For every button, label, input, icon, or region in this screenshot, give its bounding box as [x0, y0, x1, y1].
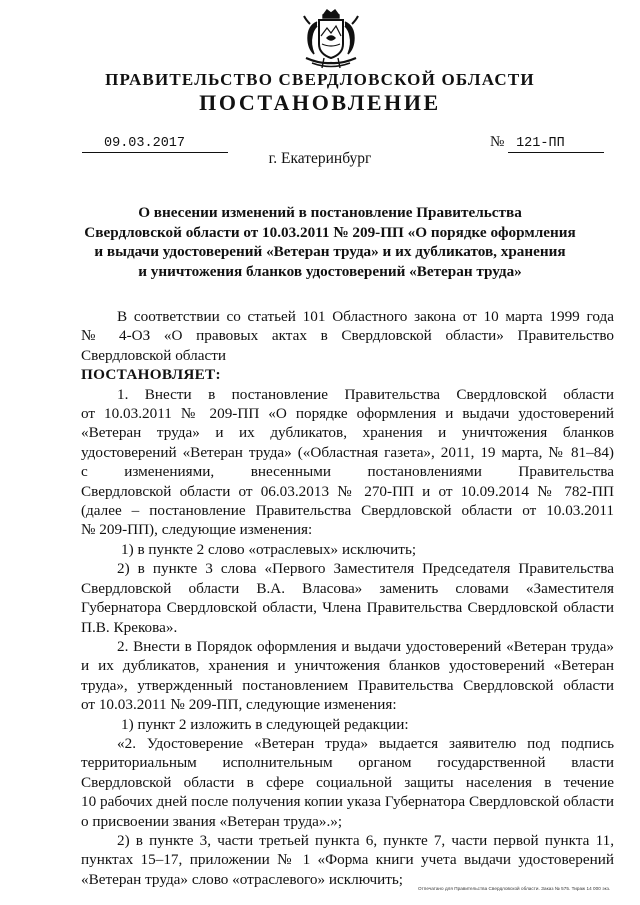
body-line: «Ветеран труда» слово «отраслевого» исключить;: [81, 870, 404, 888]
body-line: Свердловской области в сфере социальной защиты населения в течение: [81, 773, 614, 791]
body-line: В соответствии со статьей 101 Областного закона от 10 марта 1999 года: [117, 308, 614, 325]
body-line: с изменениями, внесенными постановлениями Правительства: [81, 463, 614, 481]
document-title: [70, 203, 590, 281]
body-line: Свердловской области В.А. Власова» заменить словами «Заместителя: [81, 579, 614, 597]
body-line: П.В. Крекова».: [81, 618, 178, 636]
coat-of-arms-icon: [300, 8, 362, 74]
body-line: 1. Внести в постановление Правительства Свердловской области: [117, 385, 614, 403]
body-line: территориальным исполнительным органом государственной власти: [81, 754, 614, 772]
title-line: О внесении изменений в постановление Правительства: [138, 204, 522, 221]
title-line: и уничтожения бланков удостоверений «Ветеран труда»: [138, 262, 522, 280]
body-line: о присвоении звания «Ветеран труда».»;: [81, 812, 343, 830]
document-number: 121-ПП: [508, 135, 604, 153]
body-line: (далее – постановление Правительства Свердловской области от 10.03.2011: [81, 502, 614, 520]
body-line: удостоверений «Ветеран труда» («Областная газета», 2011, 19 марта, № 81–84): [81, 443, 614, 461]
body-line: 1) в пункте 2 слово «отраслевых» исключить;: [121, 540, 417, 558]
body-line: от 10.03.2011 № 209-ПП, следующие изменения:: [81, 696, 397, 714]
number-prefix: №: [490, 134, 505, 150]
document-date: 09.03.2017: [82, 135, 228, 153]
resolves-heading: ПОСТАНОВЛЯЕТ:: [81, 366, 221, 384]
body-line: № 4-ОЗ «О правовых актах в Свердловской области» Правительство: [81, 327, 614, 345]
body-line: № 209-ПП), следующие изменения:: [81, 521, 313, 539]
body-line: «Ветеран труда» и их дубликатов, хранения и уничтожения бланков: [81, 424, 614, 442]
document-type: ПОСТАНОВЛЕНИЕ: [199, 90, 441, 115]
body-line: Губернатора Свердловской области, Члена Правительства Свердловской области: [81, 599, 614, 617]
body-line: 2) в пункте 3 слова «Первого Заместителя Председателя Правительства: [117, 560, 614, 578]
body-line: Свердловской области от 06.03.2013 № 270-ПП и от 10.09.2014 № 782-ПП: [81, 482, 614, 500]
body-line: от 10.03.2011 № 209-ПП «О порядке оформления и выдачи удостоверений: [81, 405, 614, 423]
city-name: г. Екатеринбург: [268, 150, 372, 167]
body-line: пунктах 15–17, приложении № 1 «Форма книги учета выдачи удостоверений: [81, 851, 614, 869]
organization-name: ПРАВИТЕЛЬСТВО СВЕРДЛОВСКОЙ ОБЛАСТИ: [105, 70, 535, 89]
document-body: [81, 307, 614, 889]
title-line: и выдачи удостоверений «Ветеран труда» и их дубликатов, хранения: [94, 243, 566, 260]
body-line: Свердловской области: [81, 346, 226, 364]
body-line: 1) пункт 2 изложить в следующей редакции:: [121, 715, 409, 733]
body-line: и их дубликатов, хранения и уничтожения бланков удостоверений «Ветеран: [81, 657, 614, 675]
body-line: труда», утвержденный постановлением Правительства Свердловской области: [81, 676, 614, 694]
body-line: «2. Удостоверение «Ветеран труда» выдается заявителю под подпись: [117, 734, 614, 752]
body-line: 2. Внести в Порядок оформления и выдачи удостоверений «Ветеран труда»: [117, 637, 614, 655]
print-note: Отпечатано для Правительства Свердловской области. Заказ № 575. Тираж 14 000 экз.: [418, 886, 611, 891]
body-line: 10 рабочих дней после получения копии указа Губернатора Свердловской области: [81, 793, 614, 811]
title-line: Свердловской области от 10.03.2011 № 209-ПП «О порядке оформления: [84, 223, 576, 241]
body-line: 2) в пункте 3, части третьей пункта 6, пункте 7, части первой пункта 11,: [117, 831, 614, 849]
